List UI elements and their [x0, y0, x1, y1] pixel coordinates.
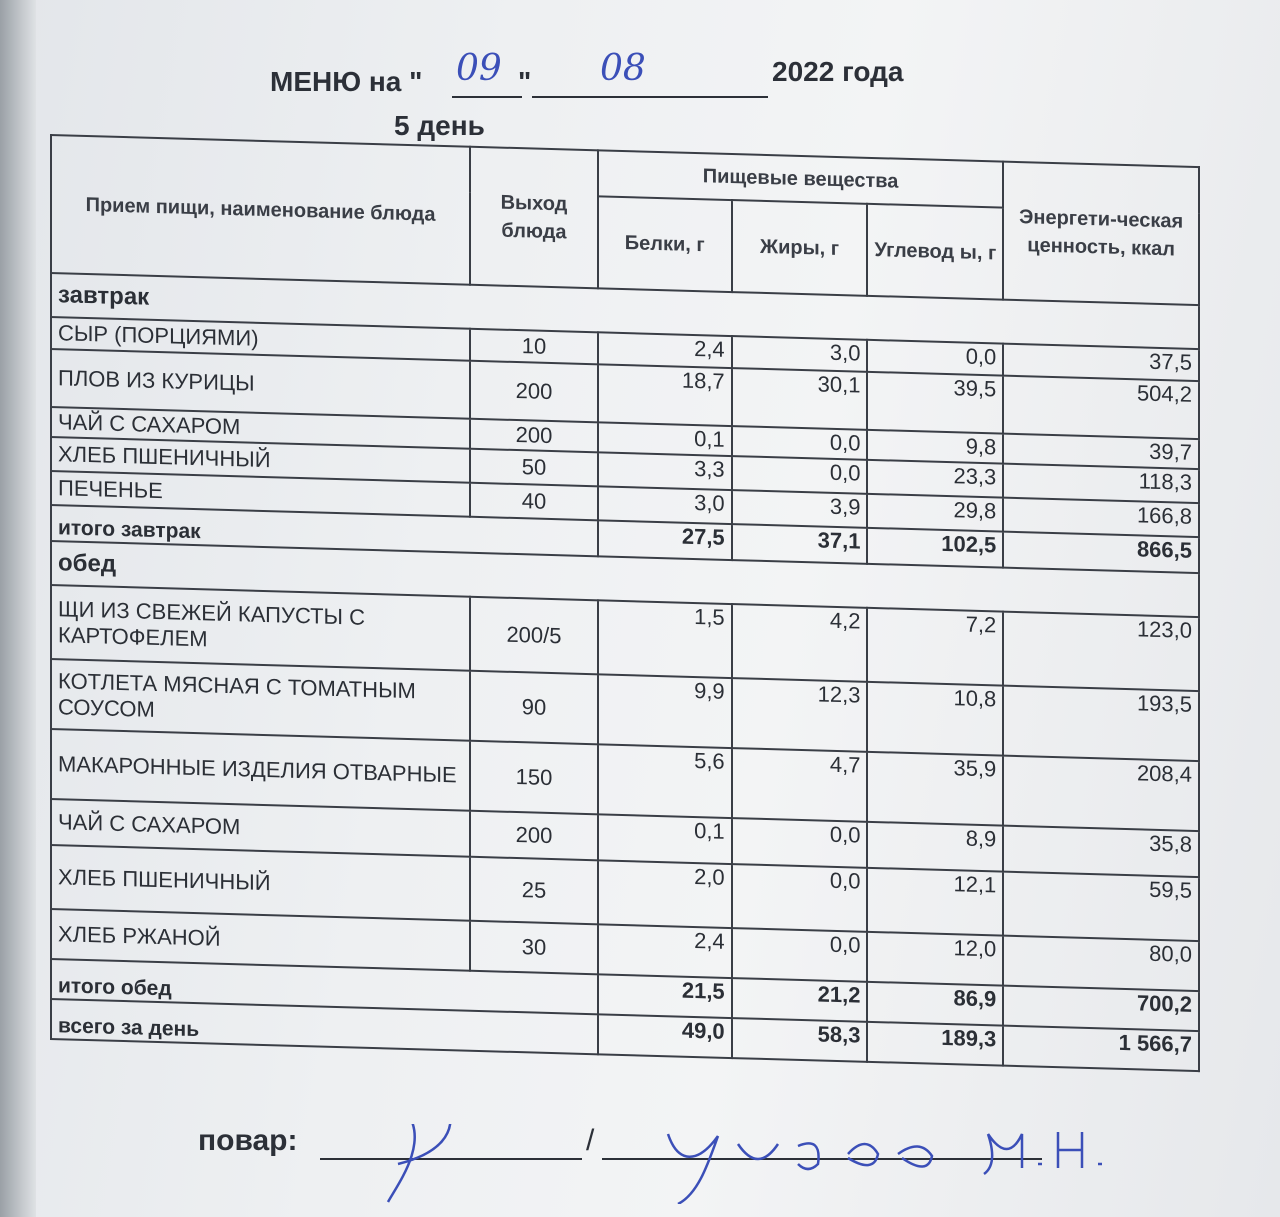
dish-name: ХЛЕБ ПШЕНИЧНЫЙ [51, 437, 470, 483]
dish-energy: 193,5 [1003, 686, 1199, 761]
dish-fat: 3,9 [732, 490, 868, 528]
dish-fat: 0,0 [732, 426, 868, 460]
dish-fat: 30,1 [732, 368, 868, 430]
signature-separator: / [586, 1124, 595, 1157]
dish-name: КОТЛЕТА МЯСНАЯ С ТОМАТНЫМ СОУСОМ [51, 659, 470, 741]
menu-title-prefix [270, 66, 422, 98]
dish-carbs: 8,9 [867, 822, 1003, 872]
cook-label: повар: [198, 1124, 298, 1157]
cook-signature-line [198, 1124, 1178, 1204]
menu-prefix: МЕНЮ на " [270, 66, 423, 97]
grand-total-energy: 1 566,7 [1003, 1026, 1199, 1071]
dish-yield: 10 [470, 329, 598, 365]
dish-energy: 166,8 [1003, 498, 1199, 537]
dish-energy: 80,0 [1003, 936, 1199, 991]
dish-yield: 200 [470, 811, 598, 861]
header-yield: Выход блюда [470, 147, 598, 289]
handwritten-signature [198, 1124, 1178, 1204]
dish-name: ЧАЙ С САХАРОМ [51, 407, 470, 449]
dish-protein: 3,0 [598, 486, 732, 524]
dish-fat: 4,7 [732, 748, 868, 822]
dish-carbs: 39,5 [867, 372, 1003, 434]
subtotal-carbs: 86,9 [867, 982, 1003, 1026]
dish-energy: 37,5 [1003, 344, 1199, 381]
grand-total-fat: 58,3 [732, 1018, 868, 1062]
dish-protein: 0,1 [598, 814, 732, 864]
menu-table-area [0, 134, 1280, 1094]
header-nutrients: Пищевые вещества [598, 150, 1003, 207]
dish-fat: 0,0 [732, 864, 868, 932]
handwritten-day: 09 [456, 48, 502, 89]
dish-protein: 3,3 [598, 452, 732, 490]
dish-yield: 200/5 [470, 597, 598, 675]
header-fat: Жиры, г [732, 200, 868, 296]
menu-day-number: 5 день [394, 110, 485, 141]
dish-yield: 30 [470, 921, 598, 975]
menu-table [50, 134, 1200, 1072]
dish-fat: 4,2 [732, 604, 868, 682]
month-underline [532, 96, 768, 98]
dish-energy: 59,5 [1003, 872, 1199, 941]
dish-yield: 90 [470, 671, 598, 745]
dish-name: СЫР (ПОРЦИЯМИ) [51, 317, 470, 361]
dish-protein: 18,7 [598, 364, 732, 426]
dish-fat: 3,0 [732, 336, 868, 372]
dish-carbs: 10,8 [867, 682, 1003, 756]
dish-carbs: 9,8 [867, 430, 1003, 464]
subtotal-energy: 866,5 [1003, 532, 1199, 573]
section-title: обед [51, 541, 1199, 617]
grand-total-label: всего за день [51, 999, 598, 1054]
section-title: завтрак [51, 273, 1199, 349]
subtotal-label: итого обед [51, 959, 598, 1014]
dish-name: ЧАЙ С САХАРОМ [51, 799, 470, 857]
quote-close: " [518, 66, 532, 97]
subtotal-energy: 700,2 [1003, 986, 1199, 1031]
dish-carbs: 12,0 [867, 932, 1003, 986]
dish-protein: 2,4 [598, 332, 732, 368]
menu-table-body [51, 273, 1199, 1071]
day-underline [452, 96, 522, 98]
subtotal-carbs: 102,5 [867, 528, 1003, 568]
subtotal-protein: 27,5 [598, 520, 732, 560]
dish-fat: 12,3 [732, 678, 868, 752]
dish-protein: 1,5 [598, 600, 732, 678]
dish-carbs: 23,3 [867, 460, 1003, 498]
dish-protein: 2,4 [598, 924, 732, 978]
header-protein: Белки, г [598, 196, 732, 292]
header-meal: Прием пищи, наименование блюда [51, 135, 470, 285]
dish-protein: 9,9 [598, 674, 732, 748]
dish-carbs: 35,9 [867, 752, 1003, 826]
grand-total-carbs: 189,3 [867, 1022, 1003, 1066]
header-energy: Энергети-ческая ценность, ккал [1003, 162, 1199, 305]
menu-header [270, 48, 1030, 148]
dish-protein: 0,1 [598, 422, 732, 456]
dish-carbs: 12,1 [867, 868, 1003, 936]
subtotal-fat: 21,2 [732, 978, 868, 1022]
dish-protein: 2,0 [598, 860, 732, 928]
subtotal-protein: 21,5 [598, 974, 732, 1018]
dish-yield: 200 [470, 361, 598, 423]
dish-name: ПЕЧЕНЬЕ [51, 471, 470, 517]
dish-energy: 504,2 [1003, 376, 1199, 439]
dish-carbs: 7,2 [867, 608, 1003, 686]
dish-energy: 118,3 [1003, 464, 1199, 503]
header-carbs: Углевод ы, г [867, 204, 1003, 300]
subtotal-fat: 37,1 [732, 524, 868, 564]
grand-total-protein: 49,0 [598, 1014, 732, 1058]
dish-protein: 5,6 [598, 744, 732, 818]
subtotal-label: итого завтрак [51, 505, 598, 556]
dish-yield: 200 [470, 419, 598, 453]
dish-name: ХЛЕБ РЖАНОЙ [51, 909, 470, 971]
dish-fat: 0,0 [732, 456, 868, 494]
dish-name: ПЛОВ ИЗ КУРИЦЫ [51, 349, 470, 419]
handwritten-month: 08 [600, 48, 646, 89]
dish-yield: 50 [470, 449, 598, 487]
dish-carbs: 0,0 [867, 340, 1003, 376]
dish-energy: 208,4 [1003, 756, 1199, 831]
dish-fat: 0,0 [732, 818, 868, 868]
dish-energy: 39,7 [1003, 434, 1199, 469]
dish-name: ЩИ ИЗ СВЕЖЕЙ КАПУСТЫ С КАРТОФЕЛЕМ [51, 585, 470, 671]
dish-yield: 40 [470, 483, 598, 521]
dish-name: МАКАРОННЫЕ ИЗДЕЛИЯ ОТВАРНЫЕ [51, 729, 470, 811]
dish-fat: 0,0 [732, 928, 868, 982]
dish-yield: 25 [470, 857, 598, 925]
dish-energy: 123,0 [1003, 612, 1199, 691]
dish-carbs: 29,8 [867, 494, 1003, 532]
dish-yield: 150 [470, 741, 598, 815]
dish-energy: 35,8 [1003, 826, 1199, 877]
menu-year: 2022 года [772, 56, 904, 87]
dish-name: ХЛЕБ ПШЕНИЧНЫЙ [51, 845, 470, 921]
